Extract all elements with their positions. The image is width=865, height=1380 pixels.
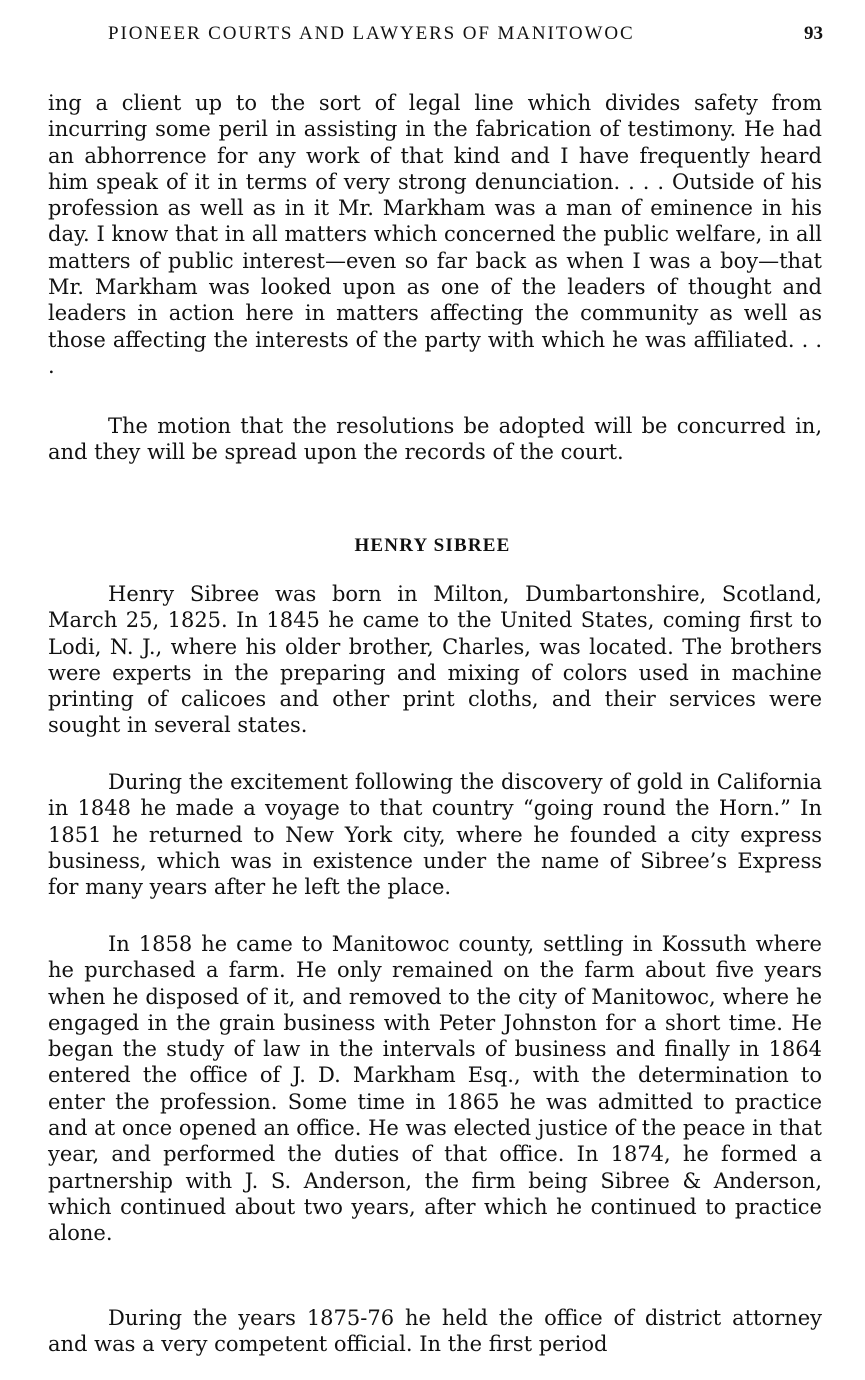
biography-paragraph-birth: Henry Sibree was born in Milton, Dumbartonshire, Scotland, March 25, 1825. In 1845 he came to the United States, coming first to Lodi, N. J., where his older brother, Charles, was located. The brothers were experts in the preparing and mixing of colors used in machine printing of calicoes and other print cloths, and their services were sought in several states. <box>48 582 822 738</box>
running-title: PIONEER COURTS AND LAWYERS OF MANITOWOC <box>108 23 635 44</box>
page-number: 93 <box>804 23 823 44</box>
motion-paragraph: The motion that the resolutions be adopted will be concurred in, and they will be spread upon the records of the court. <box>48 414 822 465</box>
biography-paragraph-california: During the excitement following the discovery of gold in California in 1848 he made a voyage to that country “going round the Horn.” In 1851 he returned to New York city, where he founded a city express business, which was in existence under the name of Sibree’s Express for many years after he left the place. <box>48 770 822 900</box>
section-heading: HENRY SIBREE <box>354 535 511 556</box>
continued-paragraph: ing a client up to the sort of legal line which divides safety from incurring some peril in assisting in the fabrication of testimony. He had an abhorrence for any work of that kind and I have frequently heard him speak of it in terms of very strong denunciation. . . . Outside of his profession as well as in it Mr. Markham was a man of eminence in his day. I know that in all matters which concerned the public welfare, in all matters of public interest—even so far back as when I was a boy—that Mr. Markham was looked upon as one of the leaders of thought and leaders in action here in matters affecting the community as well as those affecting the interests of the party with which he was affiliated. . . . <box>48 91 822 378</box>
biography-paragraph-district-attorney: During the years 1875-76 he held the office of district attorney and was a very competent official. In the first period <box>48 1306 822 1357</box>
running-header <box>40 20 823 50</box>
biography-paragraph-manitowoc: In 1858 he came to Manitowoc county, settling in Kossuth where he purchased a farm. He only remained on the farm about five years when he disposed of it, and removed to the city of Manitowoc, where he engaged in the grain business with Peter Johnston for a short time. He began the study of law in the intervals of business and finally in 1864 entered the office of J. D. Markham Esq., with the determination to enter the profession. Some time in 1865 he was admitted to practice and at once opened an office. He was elected justice of the peace in that year, and performed the duties of that office. In 1874, he formed a partnership with J. S. Anderson, the firm being Sibree & Anderson, which continued about two years, after which he continued to practice alone. <box>48 932 822 1246</box>
